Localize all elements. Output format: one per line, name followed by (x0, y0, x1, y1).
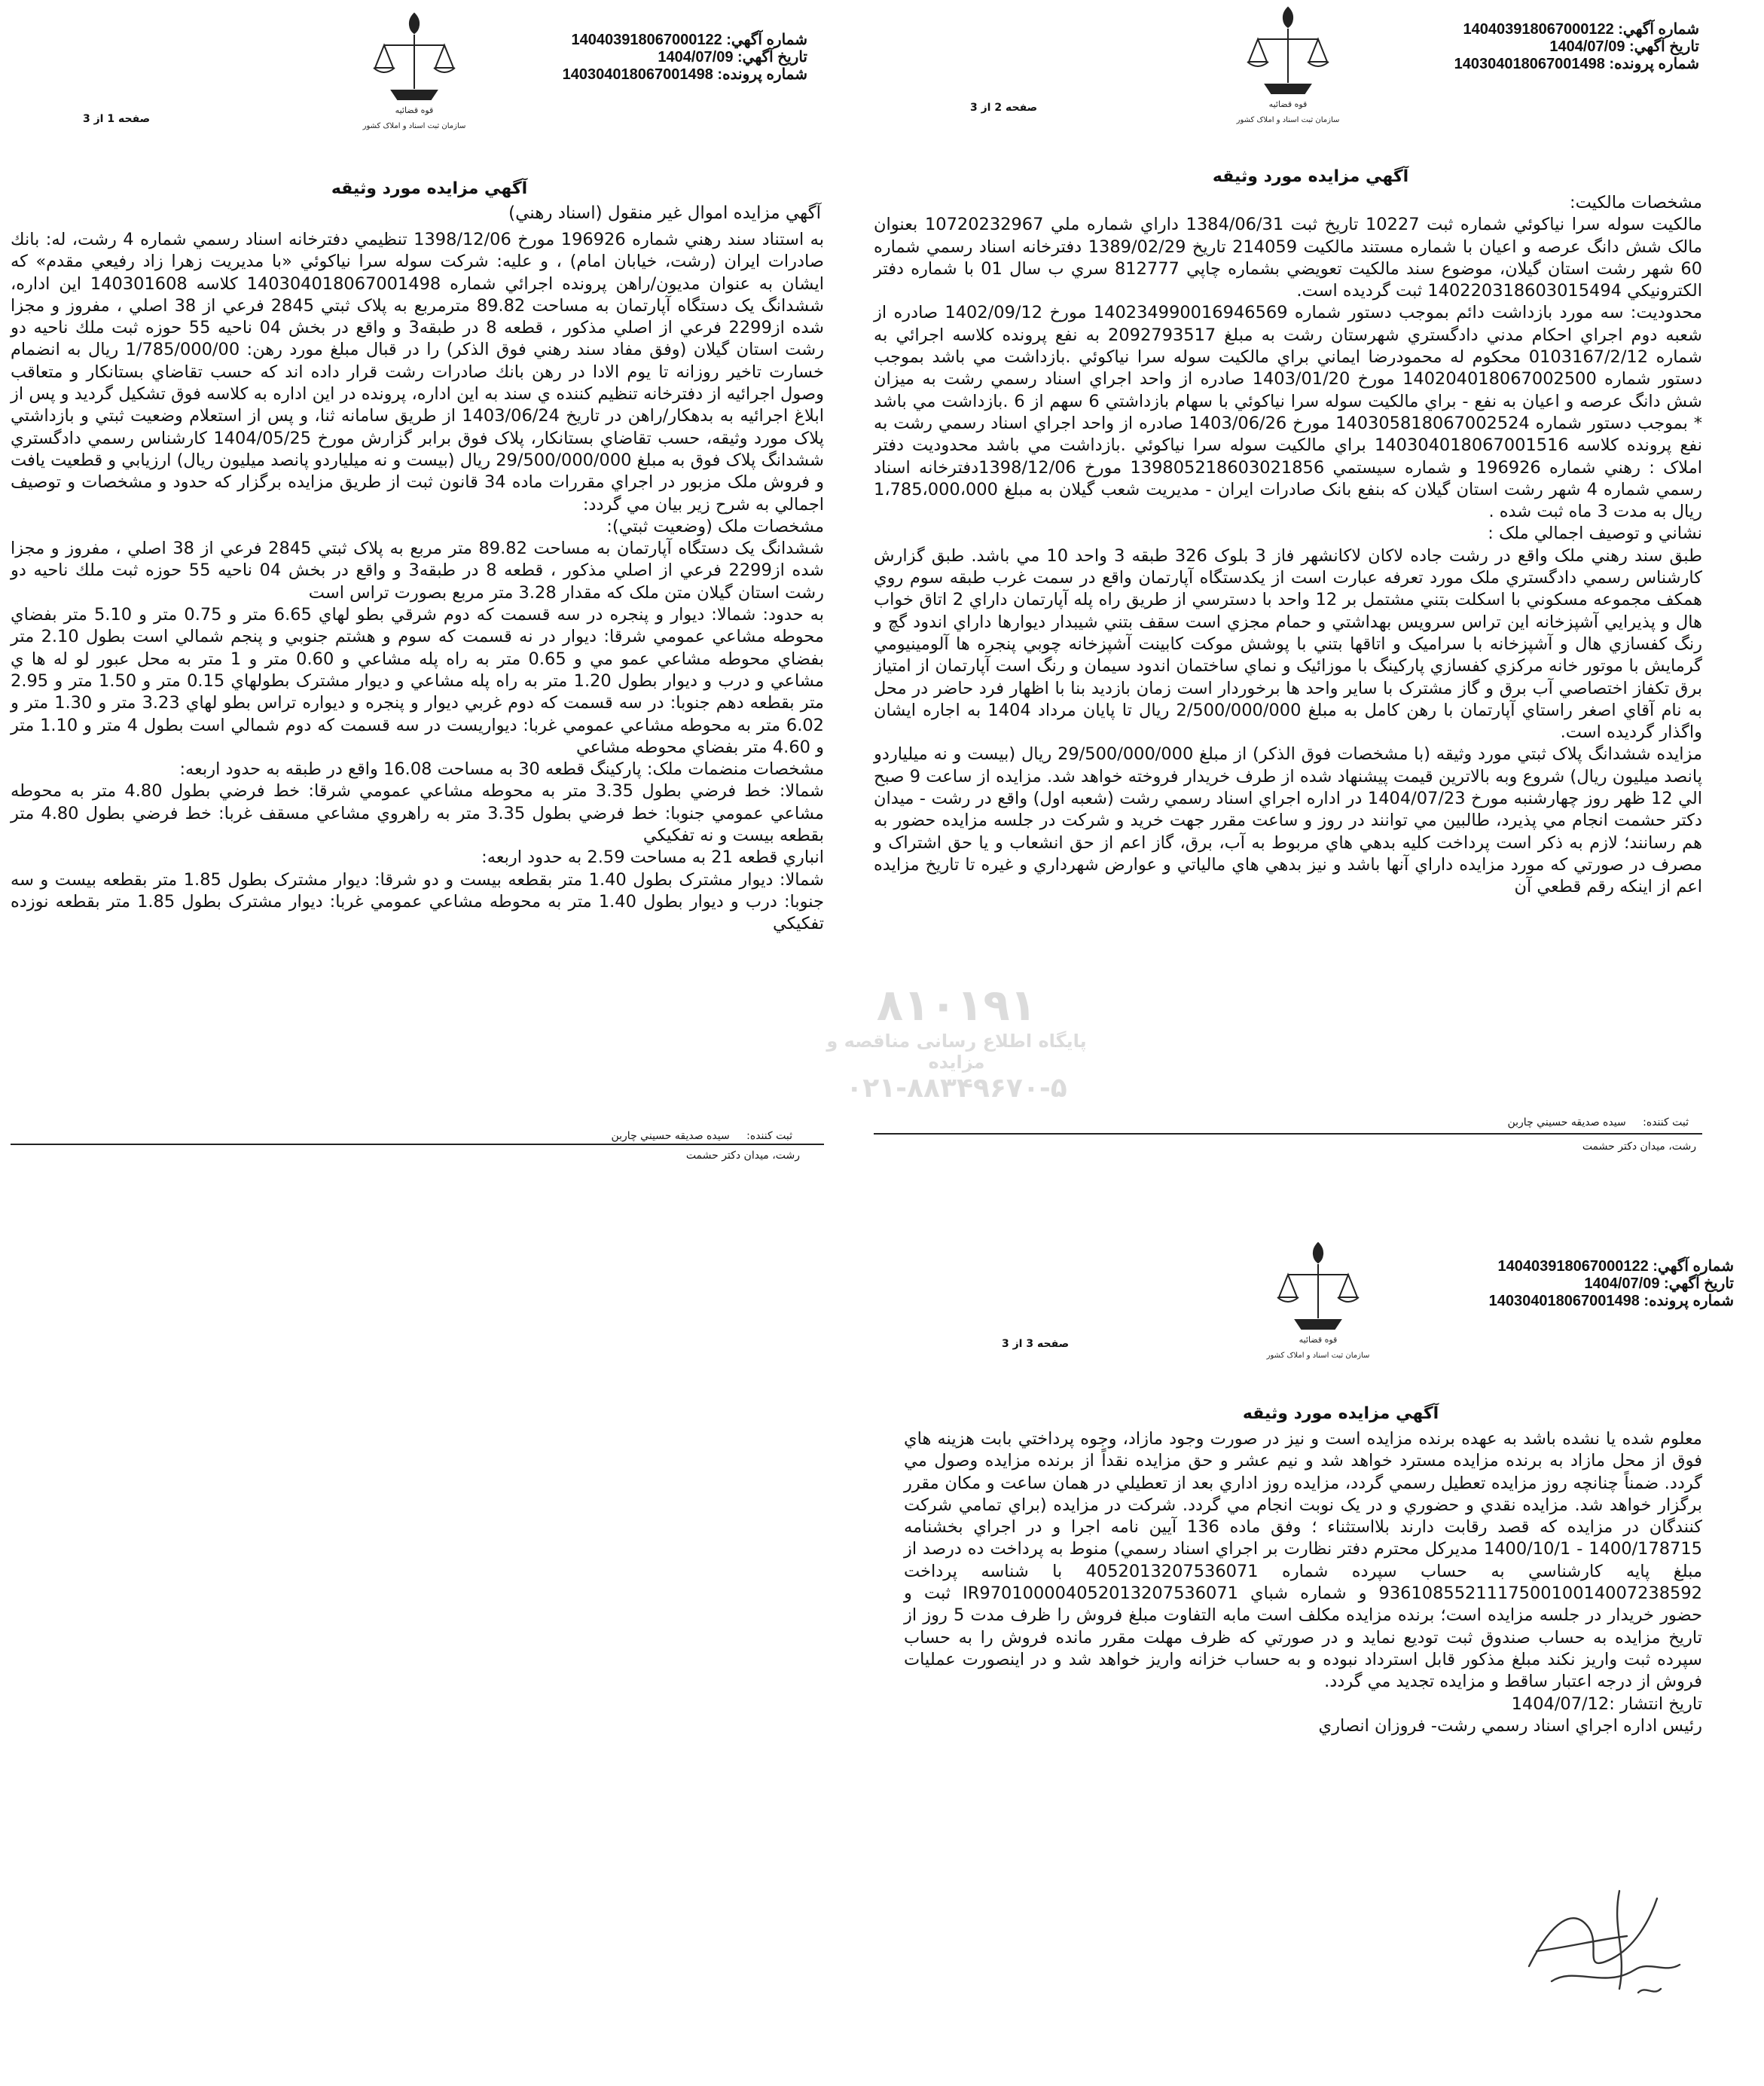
watermark-site: پایگاه اطلاع رسانی مناقصه و مزایده (826, 1031, 1087, 1073)
handwritten-signature (1506, 1876, 1702, 2004)
judiciary-emblem-logo (1235, 0, 1341, 128)
logo-judiciary-text: قوه قضائيه (1299, 1335, 1338, 1345)
page-number: صفحه 3 از 3 (1002, 1338, 1070, 1350)
notice-body (904, 1428, 1702, 1737)
logo-org-text: سازمان ثبت اسناد و املاک کشور (362, 122, 466, 130)
notice-title: آگهي مزايده مورد وثيقه (1212, 167, 1409, 186)
logo-org-text: سازمان ثبت اسناد و املاک کشور (1236, 116, 1340, 124)
registrar-name: سيده صديقه حسيني چاربن (611, 1130, 730, 1142)
judiciary-emblem-logo (1265, 1235, 1371, 1364)
registrar-label: ثبت كننده: (1643, 1116, 1689, 1129)
ad-date: 1404/07/09 (1584, 1275, 1660, 1292)
paragraph: مشخصات مالكيت: (1569, 193, 1702, 212)
registrar-name: سيده صديقه حسيني چاربن (1507, 1116, 1626, 1129)
registrar-row (1507, 1116, 1689, 1129)
notice-page-1 (0, 0, 875, 1175)
header-meta (461, 32, 807, 84)
footer-divider (874, 1133, 1702, 1135)
page-number: صفحه 2 از 3 (970, 102, 1038, 114)
paragraph: مشخصات ملک (وضعيت ثبتي): (606, 516, 824, 536)
paragraph: معلوم شده يا نشده باشد به عهده برنده مزايده است و نيز در صورت وجود مازاد، وجوه پرداختي بابت هزينه هاي فوق از محل مازاد به برنده مزايده مسترد خواهد شد و نيم عشر و حق مزايده نقداً از برنده مزايده وصول مي گردد. ضمناً چنانچه روز مزايده تعطيل رسمي گردد، مزايده روز اداري بعد از تعطيلي در همان ساعت و مكان مقرر برگزار خواهد شد. مزايده نقدي و حضوري و در يک نوبت انجام مي گردد. شركت در مزايده (براي تمامي شركت كنندگان در مزايده كه قصد رقابت دارند بلااستثناء ؛ وفق ماده 136 آيين نامه اجرا و در اجراي بخشنامه 1400/178715 - 1400/10/1 مديركل محترم دفتر نظارت بر اجراي اسناد رسمي) منوط به پرداخت ده درصد از مبلغ پايه كارشناسي به حساب سپرده شماره 4052013207536071 با شناسه پرداخت 936108552111750010014007238592 و شماره شباي IR970100004052013207536071 ثبت و حضور خريدار در جلسه مزايده است؛ برنده مزايده مكلف است مابه التفاوت مبلغ فروش را ظرف مدت 5 روز از تاريخ مزايده به حساب صندوق ثبت توديع نمايد و در صورتي كه ظرف مهلت مقرر مانده فروش را به حساب سپرده ثبت واريز نكند مبلغ مذكور قابل استرداد نبوده و به حساب خزانه واريز خواهد شد و در اينصورت عمليات فروش از درجه اعتبار ساقط و مزايده تجديد مي گردد. (904, 1429, 1702, 1692)
paragraph: مشخصات منضمات ملک: پاركينگ قطعه 30 به مساحت 16.08 واقع در طبقه به حدود اربعه: (179, 759, 824, 780)
ad-number: 140403918067000122 (1463, 21, 1614, 38)
logo-org-text: سازمان ثبت اسناد و املاک کشور (1266, 1351, 1370, 1360)
notice-page-2 (874, 0, 1764, 1175)
notice-subtitle: آگهي مزايده اموال غير منقول (اسناد رهني) (508, 203, 821, 223)
ad-number-label: شماره آگهي: (1618, 21, 1699, 38)
page-number: صفحه 1 از 3 (83, 113, 151, 125)
header-meta (1353, 21, 1699, 73)
logo-judiciary-text: قوه قضائيه (1268, 99, 1308, 109)
paragraph: محدوديت: سه مورد بازداشت دائم بموجب دستور شماره 140234990016946569 مورخ 1402/09/12 صادره از شعبه دوم اجراي احكام مدني دادگستري شهرستان رشت به مبلغ 2092793517 به نفع پرونده كلاسه اجرائي به شماره 0103167/2/12 محكوم له محمودرضا ايماني براي مالكيت سوله سرا نياكوئي .بازداشت مي باشد بموجب دستور شماره 140204018067002500 مورخ 1403/01/20 صادره از واحد اجراي اسناد رسمي رشت به ميزان شش دانگ عرصه و اعيان به نفع - براي مالكيت سوله سرا نياكوئي با سهام بازداشتي 6 سهم از 6 .بازداشت مي باشد * بموجب دستور شماره 140305818067002524 مورخ 1403/06/26 صادره از واحد اجراي اسناد رسمي رشت به نفع پرونده كلاسه 140304018067001516 براي مالكيت سوله سرا نياكوئي .بازداشت مي باشد محدوديت دفتر املاک : رهني شماره 196926 و شماره سيستمي 139805218603021856 مورخ 1398/12/06دفترخانه اسناد رسمي شماره 4 شهر رشت استان گيلان كه بنفع بانک صادرات ايران - مديريت شعب گيلان به مبلغ 1،785،000،000 ريال به مدت 3 ماه ثبت شده . (874, 303, 1703, 522)
ad-date-label: تاريخ آگهي: (1629, 38, 1699, 55)
paragraph: مزايده ششدانگ پلاک ثبتي مورد وثيقه (با مشخصات فوق الذكر) از مبلغ 29/500/000/000 ريال (بيست و نه ميلياردو پانصد ميليون ريال) شروع وبه بالاترين قيمت پيشنهاد شده از طرف خريدار فروخته خواهد شد. مزايده از ساعت 9 صبح الي 12 ظهر روز چهارشنبه مورخ 1404/07/23 در اداره اجراي اسناد رسمي رشت (شعبه اول) واقع در رشت - ميدان دكتر حشمت انجام مي پذيرد، طالبين مي توانند در روز و ساعت مقرر جهت خريد و شركت در جلسه مزايده حضور به هم رسانند؛ لازم به ذكر است پرداخت كليه بدهي هاي مربوط به آب، برق، گاز اعم از حق انشعاب و يا حق اشتراک و مصرف در صورتي كه مورد مزايده داراي آنها باشد و نيز بدهي هاي مالياتي و عوارض شهرداري و غيره تا تاريخ مزايده اعم از اينكه رقم قطعي آن (874, 744, 1703, 897)
judiciary-emblem-logo (362, 6, 467, 134)
notice-body (874, 192, 1702, 899)
paragraph: شمالا: خط فرضي بطول 3.35 متر به محوطه مشاعي عمومي شرقا: خط فرضي بطول 4.80 متر به محوطه مشاعي عمومي جنوبا: خط فرضي بطول 3.35 متر به راهروي مشاعي مسقف غربا: خط فرضي بطول 4.80 متر بقطعه بيست و نه تفكيكي (11, 781, 824, 846)
ad-number-label: شماره آگهي: (726, 32, 807, 48)
watermark-phone: ۰۲۱-۸۸۳۴۹۶۷۰-۵ (846, 1073, 1067, 1104)
registrar-label: ثبت كننده: (746, 1130, 792, 1142)
file-number-label: شماره پرونده: (1609, 56, 1699, 72)
file-number: 140304018067001498 (562, 66, 713, 83)
ad-number: 140403918067000122 (571, 32, 722, 48)
paragraph: به استناد سند رهني شماره 196926 مورخ 1398/12/06 تنظيمي دفترخانه اسناد رسمي شماره 4 رشت، له: بانك صادرات ايران (رشت، خيابان امام) ، و عليه: شركت سوله سرا نياكوئي «با مديريت زهرا زاد رفيعي مقدم» كه ايشان به عنوان مديون/راهن پرونده اجرائي شماره 140304018067001498 كلاسه 140301608 اين اداره، ششدانگ يک دستگاه آپارتمان به مساحت 89.82 مترمربع به پلاک ثبتي 2845 فرعي از 38 اصلي ، مفروز و مجزا شده از2299 فرعي از اصلي مذكور ، قطعه 8 در طبقه3 و واقع در بخش 04 ناحيه 55 حوزه ثبت ملك ناحيه دو رشت استان گيلان (وفق مفاد سند رهني فوق الذكر) را در قبال مبلغ مورد رهن: 1/785/000/00 ريال به انضمام خسارت تاخير روزانه تا يوم الادا در رهن بانك صادرات رشت قرار داده اند كه حسب تقاضاي بستانكار و متعاقب وصول اجرائيه از دفترخانه تنظيم كننده ي سند به اين اداره، پرونده در اين اداره به كلاسه فوق تشكيل گرديد و پس از ابلاغ اجرائيه به بدهكار/راهن در تاريخ 1403/06/24 از طريق سامانه ثنا، و پس از استعلام وضعيت ثبتي و بازداشتي پلاک مورد وثيقه، حسب تقاضاي بستانكار، پلاک فوق برابر گزارش مورخ 1404/05/25 كارشناس رسمي دادگستري ششدانگ پلاک فوق به مبلغ 29/500/000/000 ريال (بيست و نه ميلياردو پانصد ميليون ريال) ارزيابي و قطعيت يافت و فروش ملک مزبور در اجراي مقررات ماده 34 قانون ثبت از طريق مزايده برگزار كه حدود و مشخصات و توصيف اجمالي به شرح زير بيان مي گردد: (11, 230, 825, 515)
registrar-row (611, 1130, 792, 1142)
paragraph: به حدود: شمالا: ديوار و پنجره در سه قسمت كه دوم شرقي بطو لهاي 6.65 متر و 0.75 متر و 5.10 متر بفضاي محوطه مشاعي عمومي شرقا: ديوار در نه قسمت كه سوم و هشتم جنوبي و پنجم شمالي است بطول 2.10 متر بفضاي محوطه مشاعي عمو مي و 0.65 متر به راه پله مشاعي و 0.60 متر و 1 متر به محل عبور لو له ها ي مشاعي و درب و ديوار بطول 1.20 متر به راه پله مشاعي و ديوار مشترک بطولهاي 0.15 متر و 1.50 متر و 2.95 متر بقطعه دهم جنوبا: در سه قسمت كه دوم غربي ديوار و پنجره و ديواره تراس بطو لهاي 3.23 متر و 1.30 متر و 6.02 متر به محوطه مشاعي عمومي غربا: ديواريست در سه قسمت كه دوم شمالي است بطول 4 متر و 1.10 متر و 4.60 متر بفضاي محوطه مشاعي (11, 605, 825, 757)
office-address: رشت، ميدان دكتر حشمت (1582, 1141, 1696, 1153)
notice-page-3 (874, 1235, 1764, 2079)
notice-title: آگهي مزايده مورد وثيقه (1242, 1404, 1439, 1423)
file-number-label: شماره پرونده: (1643, 1293, 1734, 1309)
ad-date: 1404/07/09 (1549, 38, 1625, 55)
file-number: 140304018067001498 (1488, 1293, 1640, 1309)
footer-divider (11, 1144, 824, 1145)
watermark-number: ۸۱۰۱۹۱ (876, 979, 1037, 1031)
notice-body (11, 229, 824, 936)
header-meta (1387, 1258, 1734, 1310)
ad-date: 1404/07/09 (658, 49, 734, 66)
paragraph: ششدانگ يک دستگاه آپارتمان به مساحت 89.82 متر مربع به پلاک ثبتي 2845 فرعي از 38 اصلي ، مفروز و مجزا شده از2299 فرعي از اصلي مذكور ، قطعه 8 در طبقه3 و واقع در بخش 04 ناحيه 55 حوزه ثبت ملك ناحيه دو رشت استان گيلان متن ملک كه مقدار 3.28 متر مربع بصورت تراس است (11, 539, 824, 603)
paragraph: مالكيت سوله سرا نياكوئي شماره ثبت 10227 تاريخ ثبت 1384/06/31 داراي شماره ملي 10720232967 بعنوان مالک شش دانگ عرصه و اعيان با شماره مستند مالكيت 214059 تاريخ 1389/02/29 دفترخانه اسناد رسمي شماره 60 شهر رشت استان گيلان، موضوع سند مالكيت تعويضي بشماره چاپي 812777 سري ب سال 01 با شماره دفتر الكترونيكي 140220318603015494 ثبت گرديده است. (874, 215, 1703, 301)
notice-title: آگهي مزايده مورد وثيقه (331, 179, 528, 198)
ad-date-label: تاريخ آگهي: (737, 49, 807, 66)
ad-number: 140403918067000122 (1497, 1258, 1649, 1275)
office-address: رشت، ميدان دكتر حشمت (685, 1150, 800, 1162)
paragraph: نشاني و توصيف اجمالي ملک : (1488, 524, 1702, 544)
official-signatory: رئيس اداره اجراي اسناد رسمي رشت- فروزان انصاري (1318, 1715, 1702, 1736)
paragraph: طبق سند رهني ملک واقع در رشت جاده لاكان لاكانشهر فاز 3 بلوک 326 طبقه 3 واحد 10 مي باشد. طبق گزارش كارشناس رسمي دادگستري ملک مورد تعرفه عبارت است از يكدستگاه آپارتمان واقع در سمت غرب طبقه سوم روي همكف مجموعه مسكوني با اسكلت بتني مشتمل بر 12 واحد با دسترسي از طريق راه پله آپارتمان داراي 2 اتاق خواب هال و پذيرايي آشپزخانه اين تراس سرويس بهداشتي و حمام مجزي است سقف بتني شيبدار ديوارها داراي اندود گچ و رنگ كفسازي هال و آشپزخانه با سراميک و اتاقها بتني با پوشش موكت كابينت آشپزخانه چوبي پنجره ها آلومينيومي گرمايش با موتور خانه مركزي كفسازي پاركينگ با موزائيک و نماي ساختمان اندود سيمان و رنگ است آپارتمان از امتياز برق تكفاز اختصاصي آب برق و گاز مشترک با ساير واحد ها برخوردار است زمان بازديد بنا با اظهار فرد حاضر در محل به نام آقاي اصغر راستاي آپارتمان با رهن كامل به مبلغ 2/500/000/000 ريال تا پايان مرداد 1404 به اجاره ايشان واگذار گرديده است. (874, 545, 1702, 743)
paragraph: شمالا: ديوار مشترک بطول 1.40 متر بقطعه بيست و دو شرقا: ديوار مشترک بطول 1.85 متر بقطعه بيست و سه جنوبا: درب و ديوار بطول 1.40 متر به محوطه مشاعي عمومي غربا: ديوار مشترک بطول 1.85 متر بقطعه نوزده تفكيكي (11, 869, 824, 934)
publication-date: تاريخ انتشار :1404/07/12 (1511, 1694, 1702, 1714)
file-number: 140304018067001498 (1454, 56, 1605, 72)
logo-judiciary-text: قوه قضائيه (395, 105, 434, 115)
file-number-label: شماره پرونده: (717, 66, 807, 83)
ad-number-label: شماره آگهي: (1653, 1258, 1734, 1275)
paragraph: انباري قطعه 21 به مساحت 2.59 به حدود اربعه: (481, 848, 824, 868)
ad-date-label: تاريخ آگهي: (1664, 1275, 1734, 1292)
